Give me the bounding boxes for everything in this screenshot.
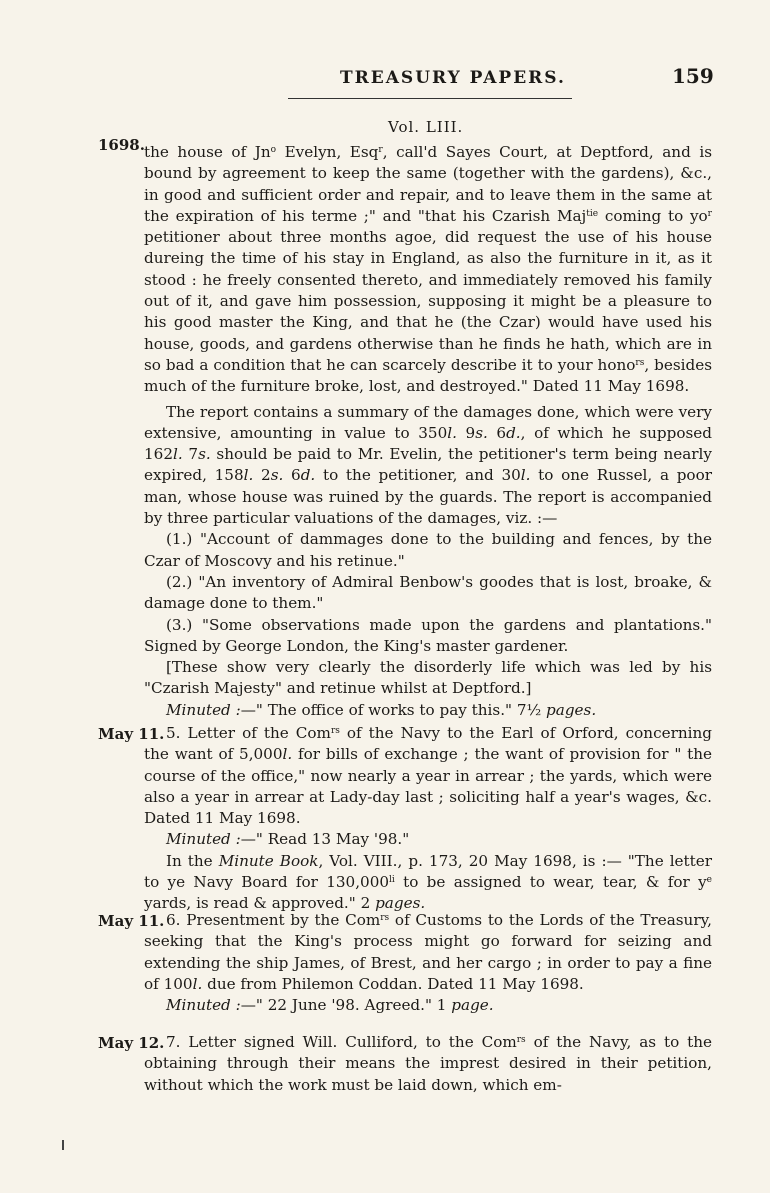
report-paragraph: The report contains a summary of the damages done, which were very extensive, amounting in value to 350l. 9s. 6d., of which he supposed 162l. 7s. should be paid to Mr. Evelin, the petitioner's term being nearly expired, 158l. 2s. 6d. to the petitioner, and 30l. to one Russel, a poor man, whose house was ruined by the guards. The report is accompanied by three particular valuations of the damages, viz. :— xyxy=(144,402,712,528)
entry-5-text: 5. Letter of the Com$^{rs}$ of the Navy to the Earl of Orford, concerning the want of 5,000l. for bills of exchange ; the want of provision for " the course of the office," now nearly a year in arrear ; the yards, which were also a year in arrear at Lady-day last ; soliciting half a year's wages, &c. Dated 11 May 1698. xyxy=(144,724,712,828)
stray-mark xyxy=(62,1140,64,1150)
running-title: TREASURY PAPERS. xyxy=(340,68,566,88)
valuation-item: (1.) "Account of dammages done to the building and fences, by the Czar of Moscovy and his retinue." xyxy=(144,530,712,570)
bracket-note: [These show very clearly the disorderly life which was led by his "Czarish Majesty" and retinue whilst at Deptford.] xyxy=(144,658,712,698)
header-rule xyxy=(288,98,572,99)
entry-6-date: May 11. xyxy=(98,912,165,930)
page-header xyxy=(0,58,770,98)
continuation-block xyxy=(144,142,712,721)
entry-7 xyxy=(144,1032,712,1096)
valuation-item: (2.) "An inventory of Admiral Benbow's goodes that is lost, broake, & damage done to them." xyxy=(144,572,712,613)
entry-5 xyxy=(144,723,712,915)
entry-5-date: May 11. xyxy=(98,725,165,743)
entry-5-minute-book: In the Minute Book, Vol. VIII., p. 173, 20 May 1698, is :— "The letter to ye Navy Board for $130,000^{li}$ to be assigned to wear, tear, & for $y^e$ yards, is read & approved." 2 pages. xyxy=(144,851,712,913)
minute-line: Minuted :—" The office of works to pay this." 7½ pages. xyxy=(166,700,597,719)
entry-6 xyxy=(144,910,712,1016)
entry-7-date: May 12. xyxy=(98,1034,165,1052)
entry-7-text: 7. Letter signed Will. Culliford, to the Com$^{rs}$ of the Navy, as to the obtaining through their means the imprest desired in their petition, without which the work must be laid down, which em- xyxy=(144,1033,712,1094)
entry-6-text: 6. Presentment by the Com$^{rs}$ of Customs to the Lords of the Treasury, seeking that the King's process might go forward for seizing and extending the ship James, of Brest, and her cargo ; in order to pay a fine of 100l. due from Philemon Coddan. Dated 11 May 1698. xyxy=(144,911,712,993)
entry-5-minute: Minuted :—" Read 13 May '98." xyxy=(166,830,410,849)
valuation-item: (3.) "Some observations made upon the gardens and plantations." Signed by George London, the King's master gardener. xyxy=(144,615,712,655)
volume-heading: Vol. LIII. xyxy=(388,118,464,136)
year-margin-note: 1698. xyxy=(98,136,145,154)
continuation-paragraph: the house of Jn$^o$ Evelyn, Esq$^r$, call'd Sayes Court, at Deptford, and is bound by agreement to keep the same (together with the gardens), &c., in good and sufficient order and repair, and to leave them in the same at the expiration of his terme ;" and "that his Czarish Maj$^{tie}$ coming to $yo^r$ petitioner about three months agoe, did request the use of his house dureing the time of his stay in England, as also the furniture in it, as it stood : he freely consented thereto, and immediately removed his family out of it, and gave him possession, supposing it might be a pleasure to his good master the King, and that he (the Czar) would have used his house, goods, and gardens otherwise than he finds he hath, which are in so bad a condition that he can scarcely describe it to your hono$^{rs}$, besides much of the furniture broke, lost, and destroyed." Dated 11 May 1698. xyxy=(144,143,712,396)
page-number: 159 xyxy=(672,64,714,88)
entry-6-minute: Minuted :—" 22 June '98. Agreed." 1 page. xyxy=(166,996,494,1015)
